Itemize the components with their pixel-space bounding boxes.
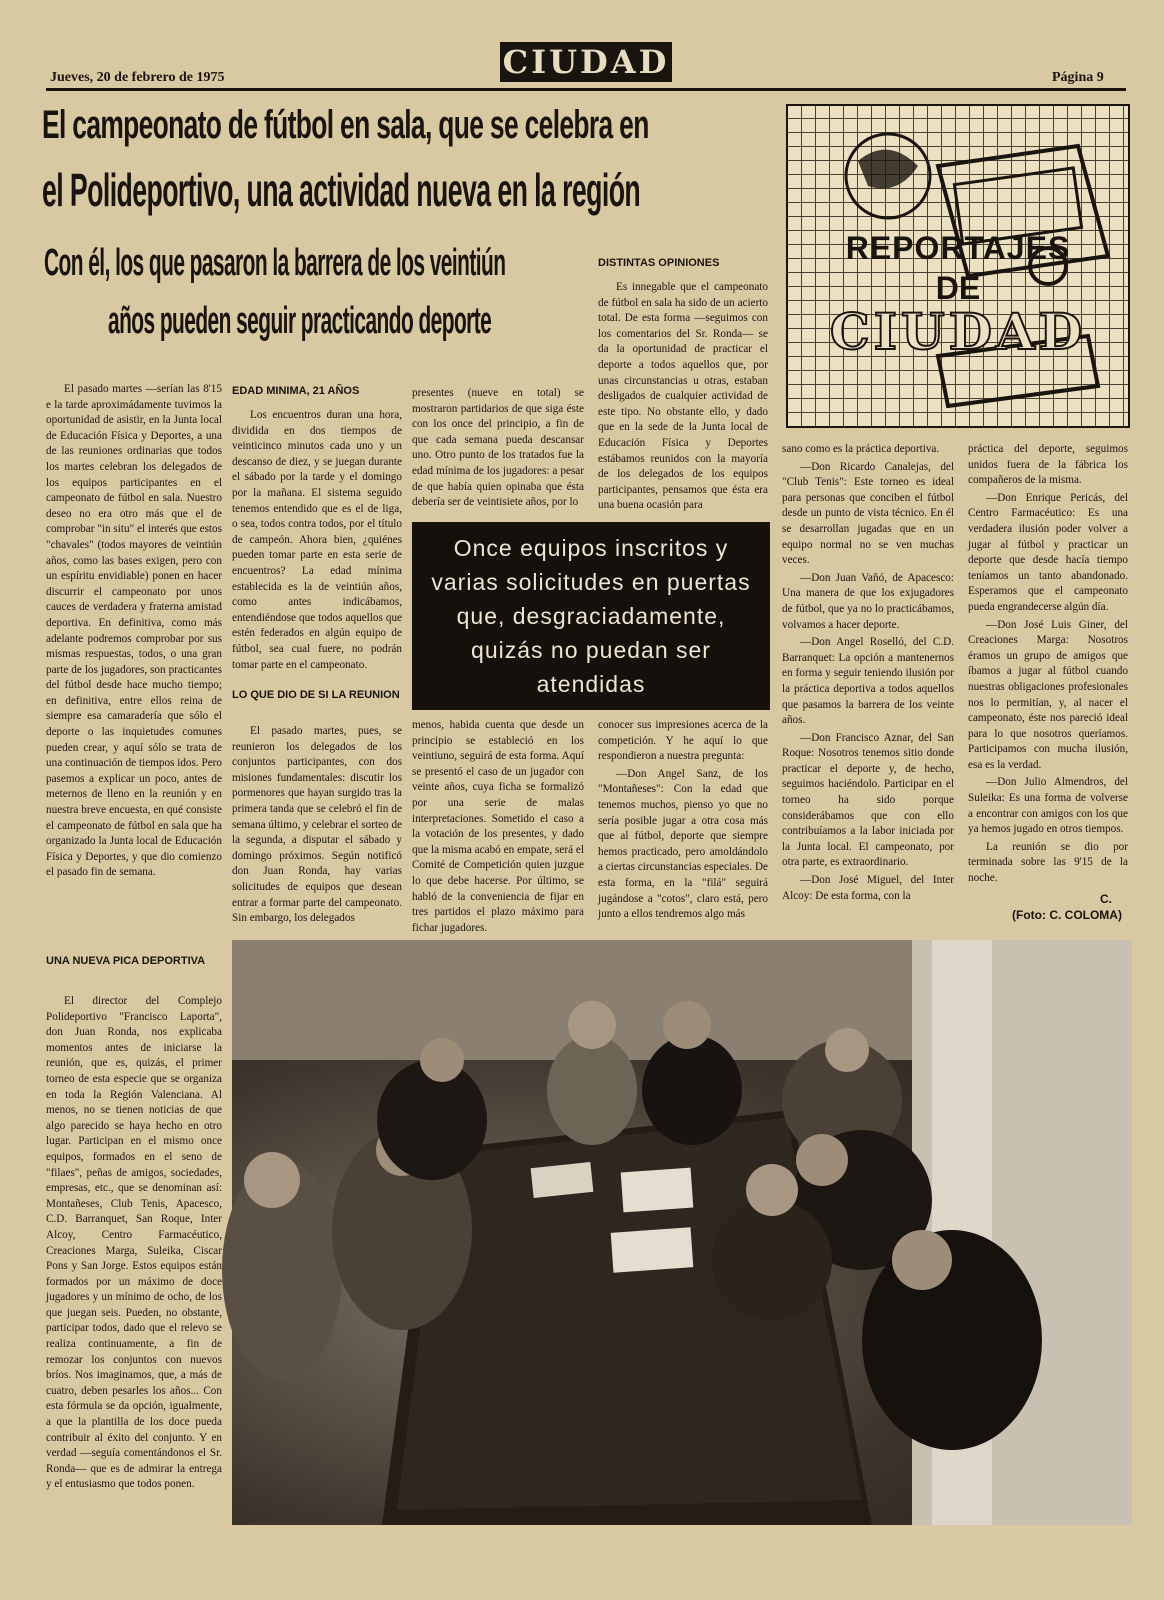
section-heading-edad: EDAD MINIMA, 21 AÑOS <box>232 385 360 397</box>
article-column-4b <box>598 718 768 924</box>
masthead <box>500 42 672 82</box>
section-heading-reunion: LO QUE DIO DE SI LA REUNION <box>232 689 400 701</box>
paragraph: práctica del deporte, seguimos unidos fuera de la fábrica los compañeros de la misma. <box>968 443 1128 487</box>
paragraph: presentes (nueve en total) se mostraron partidarios de que siga éste con los once del principio, a fin de que cada semana pueda descansar uno. Otro punto de los tratados fue la edad mínima de los jugadores: a pesar de que había quien opinaba que ésta debería ser de veintisiete años, por lo <box>412 387 584 509</box>
paragraph: —Don José Miguel, del Inter Alcoy: De esta forma, con la <box>782 874 954 902</box>
logo-line-de: DE <box>935 270 981 306</box>
author-initial: C. <box>1100 892 1112 906</box>
article-column-1 <box>46 382 222 922</box>
headline-line-2: el Polideportivo, una actividad nueva en la región <box>42 164 641 216</box>
paragraph: El pasado martes —serían las 8'15 e la tarde aproximádamente tuvimos la oportunidad de asistir, en la Junta local de Educación Física y Deportes, a una de las reuniones ordinarias que todos los martes celebran los delegados de los equipos participantes en el campeonato de fútbol en sala. Nuestro deseo no era otro más que el de comprobar "in situ" el interés que estos "chavales" (todos mayores de veintiún años, como las bases exigen, pero con un espíritu envidiable) ponen en hacer discurrir el campeonato por unos cauces de verdadera y fraterna amistad deportiva. En definitiva, como más adelante podremos comprobar por sus mismas respuestas, todos, o una gran parte de los jugadores, son practicantes del fútbol desde hace mucho tiempo; en definitiva, entre ellos reina de siempre esa camaradería que sólo el deporte o las inquietudes comunes pueden crear, y aquí sólo se trata de una continuación de tiempos idos. Pero pasemos a explicar un poco, antes de meternos de lleno en la reunión y en nuestra breve encuesta, en qué consiste el campeonato de fútbol en sala que ha organizado la Junta local de Educación Física y Deportes, y que dio comienzo el pasado fin de semana. <box>46 383 222 879</box>
subheadline-line-1: Con él, los que pasaron la barrera de los veintiún <box>44 242 506 284</box>
paragraph: —Don Angel Roselló, del C.D. Barranquet: La opción a mantenernos en forma y seguir teniendo ilusión por la práctica deportiva a todos aquellos que pasamos la barrera de los veinte años. <box>782 636 954 727</box>
photo-credit: (Foto: C. COLOMA) <box>1012 908 1122 922</box>
paragraph: —Don Enrique Pericás, del Centro Farmacéutico: Es una verdadera ilusión poder volver a jugar al fútbol y practicar un deporte que desde hacía tiempo teníamos un tanto abandonado. Esperamos que el campeonato pueda engrandecerse algún día. <box>968 491 1128 613</box>
paragraph: El pasado martes, pues, se reunieron los delegados de los conjuntos participantes, con dos misiones fundamentales: discutir los pormenores que hayan surgido tras la primera tanda que se celebró el fin de semana último, y celebrar el sorteo de la segunda, a disputar el sábado y domingo próximos. Según notificó don Juan Ronda, hay varias solicitudes de equipos que desean entrar a formar parte del campeonato. Sin embargo, los delegados <box>232 725 402 925</box>
meeting-photo-illustration <box>232 940 1132 1525</box>
article-column-2a <box>232 408 402 684</box>
article-column-pica <box>46 994 222 1554</box>
paragraph: Los encuentros duran una hora, dividida en dos tiempos de veinticinco minutos cada uno y un descanso de diez, y se juegan durante el sábado por la tarde y el domingo por la mañana. El sistema seguido tenemos entendido que es el de liga, o sea, todos contra todos, por el título de campeón. Ahora bien, ¿quiénes pueden tomar parte en esta serie de encuentros? La edad mínima establecida es la de veintiún años, como antes indicábamos, entendiéndose que todos aquellos que estén federados en algún equipo de fútbol, sea cual fuere, no podrán tomar parte en el campeonato. <box>232 409 402 671</box>
header-rule <box>46 88 1126 91</box>
issue-date: Jueves, 20 de febrero de 1975 <box>50 70 225 85</box>
section-heading-opiniones: DISTINTAS OPINIONES <box>598 257 720 269</box>
meeting-photo <box>232 940 1132 1525</box>
paragraph: —Don Francisco Aznar, del San Roque: Nosotros tenemos sitio donde practicar el deporte y, de hecho, seguimos haciéndolo. Participar en el torneo ha sido porque considerábamos que con ello contribuíamos a la labor iniciada por la Junta local. El campeonato, por otra parte, es extraordinario. <box>782 731 954 869</box>
pull-quote <box>412 522 770 710</box>
paragraph: —Don Angel Sanz, de los "Montañeses": Con la edad que tenemos muchos, pienso yo que no sería posible jugar a otra cosa más que al fútbol, deporte que siempre hemos practicado, pero amoldándolo a ciertas circunstancias especiales. De esta forma, en la "filá" seguirá jugándose a "cotos", claro está, pero junto a ellos tendremos algo más <box>598 767 768 921</box>
page-number: Página 9 <box>1052 70 1104 85</box>
paragraph: La reunión se dio por terminada sobre las 9'15 de la noche. <box>968 840 1128 885</box>
article-column-6 <box>968 442 1128 885</box>
pull-quote-text: Once equipos inscritos y varias solicitudes en puertas que, desgraciadamente, quizás no puedan ser atendidas <box>431 535 751 697</box>
paragraph: Es innegable que el campeonato de fútbol en sala ha sido de un acierto total. De esta forma —seguimos con los comentarios del Sr. Ronda— se da la oportunidad de practicar el deporte a todos aquellos que, por unas circunstancias u otras, estaban desligados de cualquier actividad de este tipo. No obstante ello, y dado que en la sede de la Junta local de Educación Física y Deportes estábamos reunidos con la mayoría de los delegados de los equipos participantes, pensamos que ésta era una buena ocasión para <box>598 281 768 512</box>
subheadline-line-2: años pueden seguir practicando deporte <box>108 300 492 342</box>
reportajes-logo <box>786 104 1130 428</box>
article-column-5 <box>782 442 954 926</box>
paragraph: —Don Juan Vañó, de Apacesco: Una manera de que los exjugadores de fútbol, que ya no lo practicábamos, volvamos a hacer deporte. <box>782 571 954 631</box>
article-column-2b <box>232 724 402 924</box>
paragraph: menos, habida cuenta que desde un principio se estableció en los veintiuno, seguirá de esta forma. Aquí se presentó el caso de un jugador con veinte años, cuya ficha se formalizó por una serie de malas interpretaciones. Sometido el caso a la votación de los presentes, y dado que la misma acabó en empate, será el Comité de Competición quien juzgue lo que debe hacerse. Por último, se habló de la conveniencia de fijar en tres partidos el plazo máximo para fichar jugadores. <box>412 719 584 934</box>
logo-line-reportajes: REPORTAJES <box>845 230 1071 266</box>
paragraph: —Don Julio Almendros, del Suleika: Es una forma de volverse a encontrar con amigos con los que ya hemos jugado en otros tiempos. <box>968 776 1128 836</box>
masthead-title: CIUDAD <box>502 43 670 81</box>
article-column-3b <box>412 718 584 934</box>
headline-line-1: El campeonato de fútbol en sala, que se celebra en <box>42 103 649 147</box>
paragraph: —Don José Luis Giner, del Creaciones Marga: Nosotros éramos un grupo de amigos que íbamos a jugar al fútbol cuando nuestras obligaciones profesionales nos lo permitían, y, al nacer el campeonato, éste nos pareció ideal para lo que nosotros queríamos. Participamos con mucha ilusión, esa es la verdad. <box>968 618 1128 771</box>
paragraph: —Don Ricardo Canalejas, del "Club Tenis": Este torneo es ideal para personas que conciben el fútbol desde un punto de vista técnico. En él se desarrollan jugadas que en un equipo normal no se ven muchas veces. <box>782 460 954 567</box>
section-heading-pica: UNA NUEVA PICA DEPORTIVA <box>46 955 206 967</box>
article-column-4a <box>598 280 768 514</box>
logo-line-ciudad: CIUDAD <box>829 302 1087 361</box>
paragraph: sano como es la práctica deportiva. <box>782 443 940 455</box>
paragraph: conocer sus impresiones acerca de la competición. Y he aquí lo que respondieron a nuestra pregunta: <box>598 719 768 763</box>
paragraph: El director del Complejo Polideportivo "Francisco Laporta", don Juan Ronda, nos explicaba momentos antes de iniciarse la reunión, que es, quizás, el primer torneo de esta especie que se organiza en toda la Región Valenciana. Al menos, no se tienen noticias de que algo parecido se haya hecho en otro lugar. Participan en el mismo once equipos, formados en el seno de "filaes", peñas de amigos, sociedades, empresas, etc., que se denominan así: Montañeses, Club Tenis, Apacesco, C.D. Barranquet, San Roque, Inter Alcoy, Centro Farmacéutico, Creaciones Marga, Suleika, Ciscar Pons y San Jorge. Estos equipos están formados por un máximo de doce jugadores y un mínimo de ocho, de los que juegan seis. Pueden, no obstante, participar todos, dado que el relevo se realiza continuamente, a fin de remozar los conjuntos con nuevos bríos. Nos imaginamos, que, a más de cuatro, deben pesarles los años... Con esta fórmula se da opción, igualmente, a que la plantilla de los doce pueda contribuir al éxito del conjunto. Y en verdad —seguía comentándonos el Sr. Ronda— que es de admirar la entrega y el entusiasmo que todos ponen. <box>46 995 222 1491</box>
article-column-3a <box>412 386 584 514</box>
